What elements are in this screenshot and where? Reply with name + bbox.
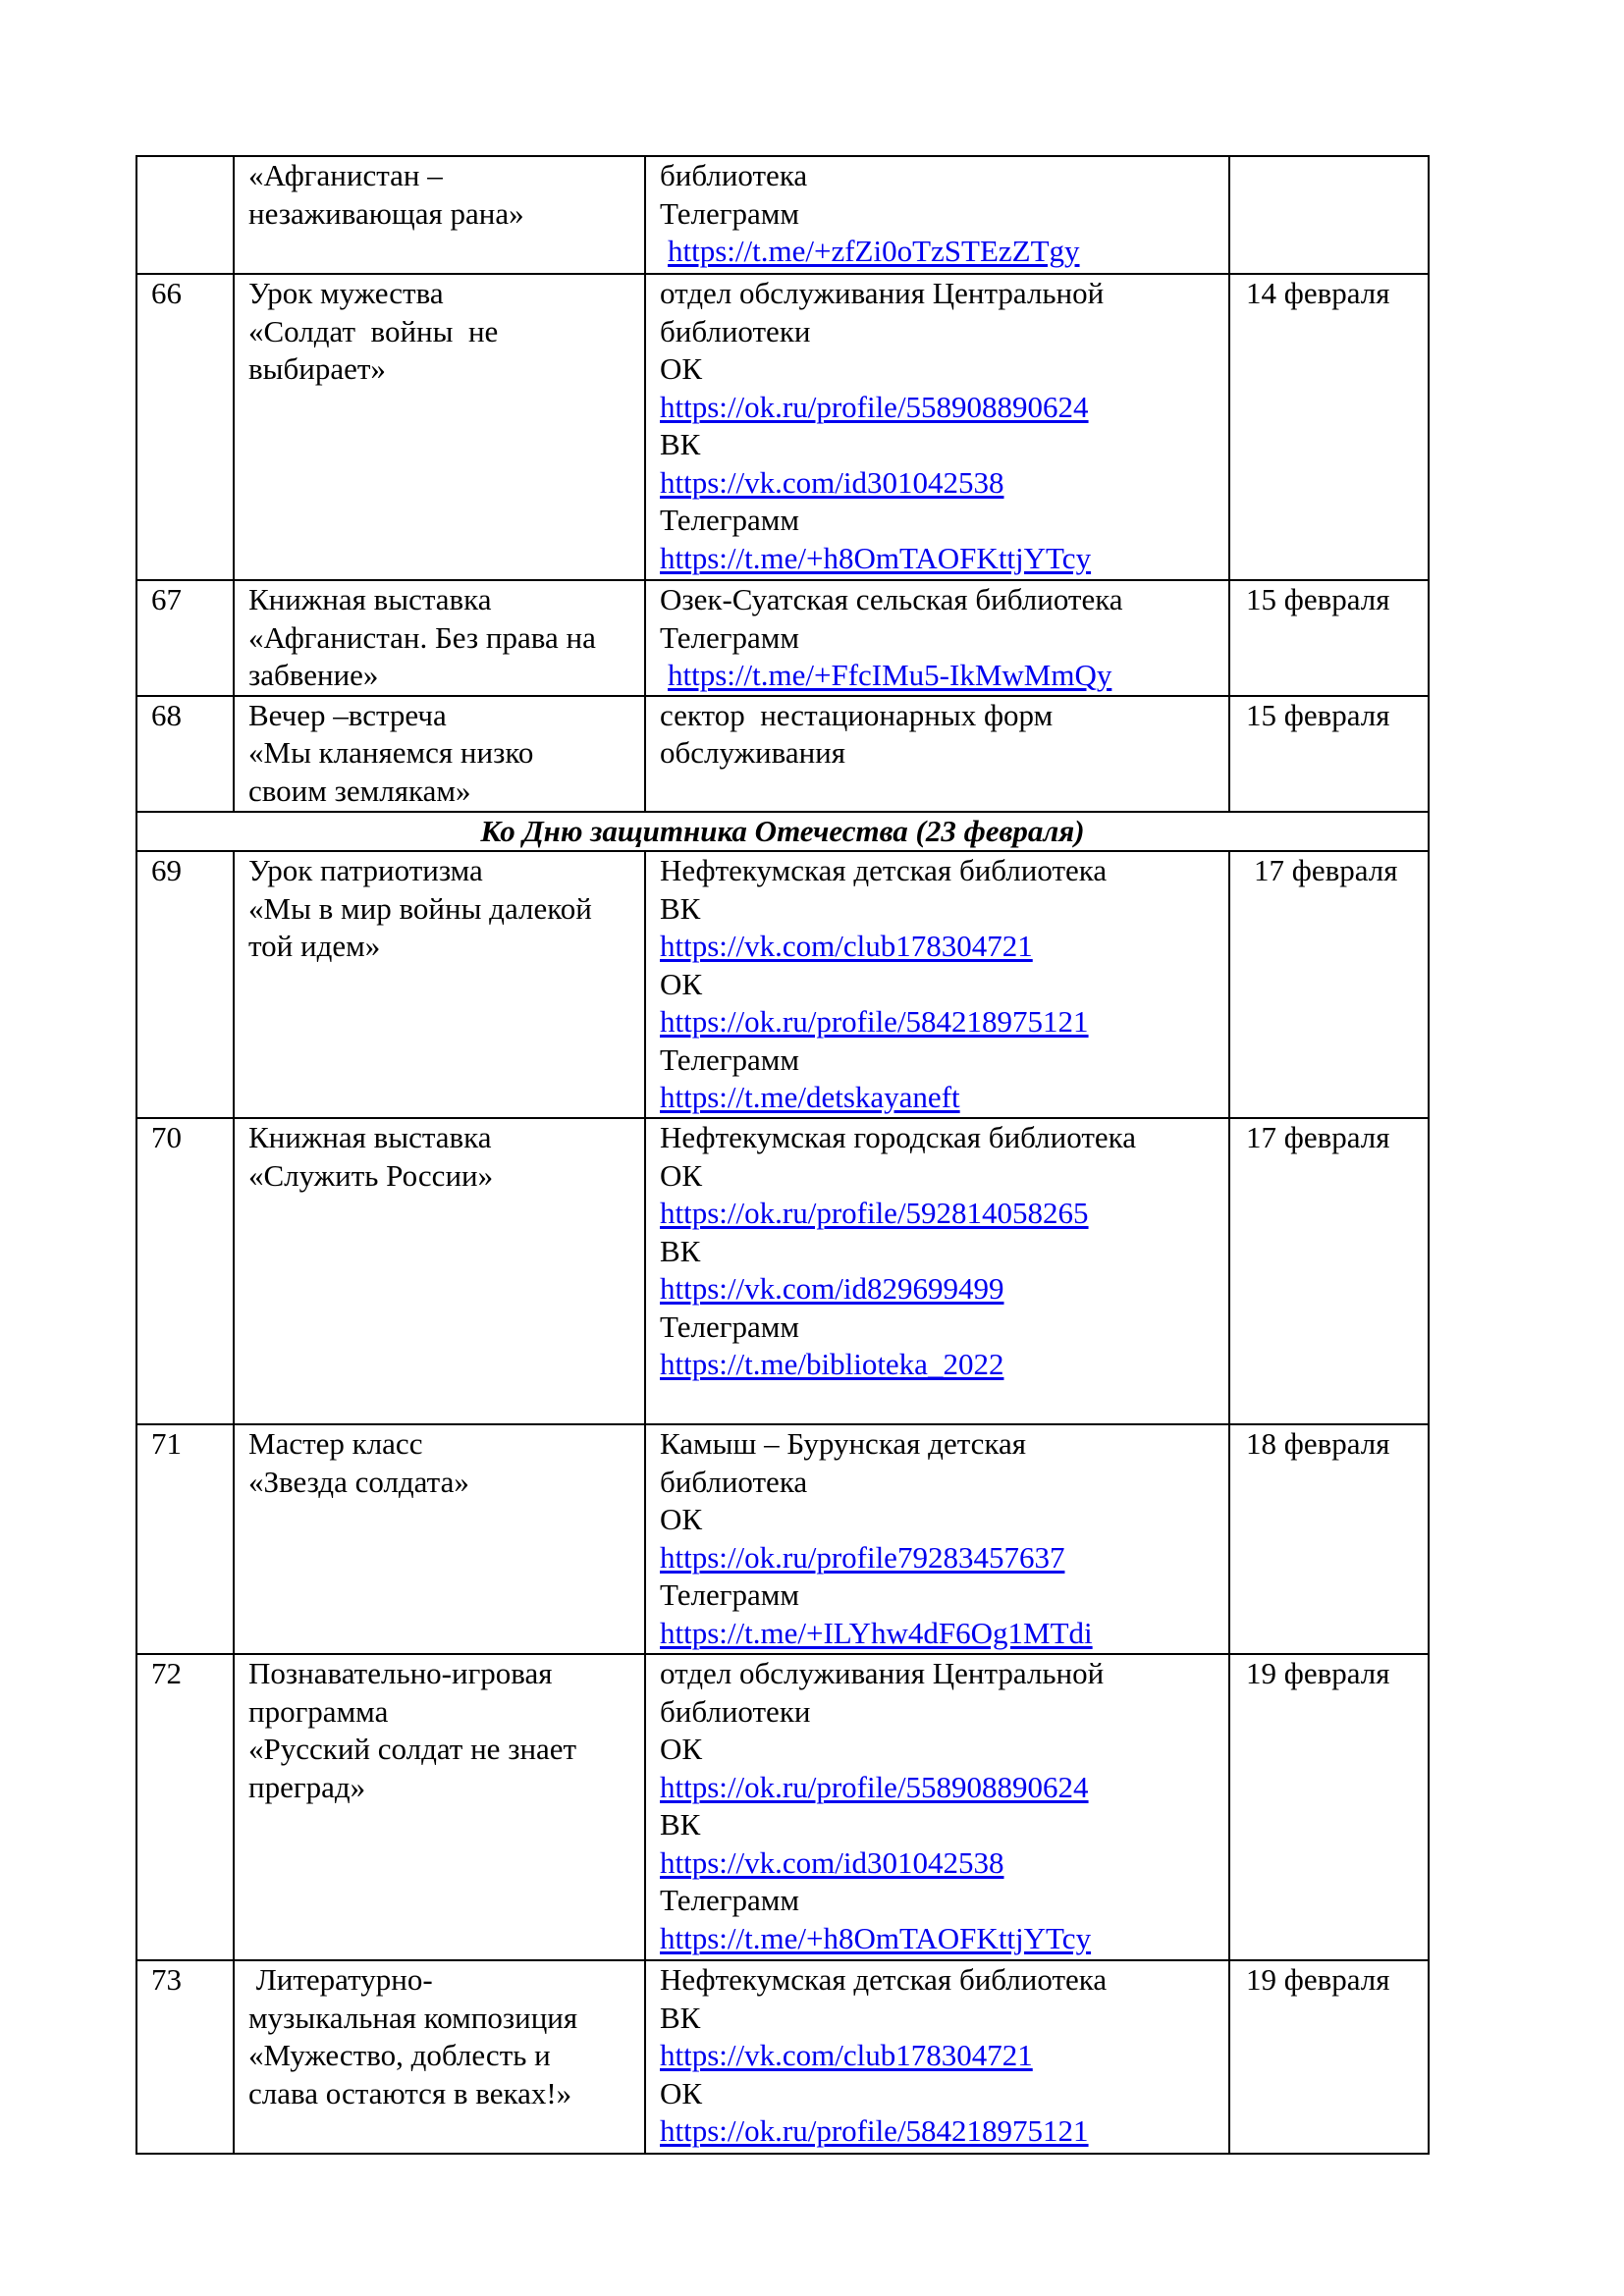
- events-table-body: [136, 156, 1429, 2154]
- social-link[interactable]: https://t.me/biblioteka_2022: [660, 1347, 1004, 1381]
- events-table: [135, 155, 1430, 2155]
- section-heading: Ко Дню защитника Отечества (23 февраля): [136, 812, 1429, 852]
- venue-line: Телеграмм: [660, 1308, 799, 1344]
- venue-line: ВК: [660, 890, 701, 926]
- event-date-cell: [1229, 696, 1429, 812]
- event-title-line: Книжная выставка: [248, 1120, 492, 1154]
- social-link[interactable]: https://vk.com/club178304721: [660, 929, 1033, 963]
- venue-line: ВК: [660, 2000, 701, 2035]
- event-title-cell: [234, 696, 645, 812]
- event-title-line: «Афганистан –: [248, 158, 443, 192]
- event-title-cell: [234, 1960, 645, 2154]
- social-link[interactable]: https://t.me/detskayaneft: [660, 1080, 960, 1114]
- event-title-line: слава остаются в веках!»: [248, 2075, 572, 2110]
- event-date-cell: [1229, 156, 1429, 274]
- event-title-line: преград»: [248, 1769, 366, 1804]
- row-number: 71: [136, 1424, 234, 1654]
- event-title-line: «Мы кланяемся низко: [248, 735, 534, 770]
- event-title-line: «Солдат войны не: [248, 313, 499, 348]
- row-number: [136, 156, 234, 274]
- event-title-line: своим землякам»: [248, 773, 471, 808]
- table-row: [136, 1960, 1429, 2154]
- venue-line: ОК: [660, 351, 703, 386]
- event-date: 17 февраля: [1246, 1120, 1390, 1154]
- event-date: 14 февраля: [1246, 276, 1390, 310]
- event-title-line: Урок патриотизма: [248, 853, 483, 887]
- social-link[interactable]: https://t.me/+zfZi0oTzSTEzZTgy: [668, 234, 1080, 268]
- venue-line: Телеграмм: [660, 1041, 799, 1077]
- venue-line: Камыш – Бурунская детская: [660, 1426, 1026, 1461]
- social-link[interactable]: https://ok.ru/profile79283457637: [660, 1539, 1065, 1575]
- event-title-cell: [234, 851, 645, 1118]
- venue-line: ОК: [660, 1502, 703, 1536]
- venue-line: Телеграмм: [660, 503, 799, 537]
- venue-line: ВК: [660, 427, 701, 461]
- venue-cell: [645, 156, 1229, 274]
- table-row: [136, 696, 1429, 812]
- event-title-cell: [234, 274, 645, 580]
- social-link[interactable]: https://t.me/+h8OmTAOFKttjYTcy: [660, 540, 1092, 575]
- venue-line: Нефтекумская детская библиотека: [660, 853, 1108, 887]
- venue-line: библиотеки: [660, 313, 811, 348]
- row-number: 69: [136, 851, 234, 1118]
- venue-line: ОК: [660, 2075, 703, 2110]
- event-date-cell: [1229, 1118, 1429, 1424]
- event-date-cell: [1229, 851, 1429, 1118]
- row-number: 70: [136, 1118, 234, 1424]
- social-link[interactable]: https://t.me/+ILYhw4dF6Og1MTdi: [660, 1615, 1093, 1650]
- event-title-line: Литературно-: [248, 1962, 433, 1997]
- event-title-line: Урок мужества: [248, 276, 444, 310]
- table-row: [136, 580, 1429, 696]
- event-title-line: музыкальная композиция: [248, 2000, 578, 2035]
- venue-line: ВК: [660, 1233, 701, 1268]
- table-row: [136, 1118, 1429, 1424]
- row-number: 66: [136, 274, 234, 580]
- section-row: [136, 812, 1429, 852]
- event-title-line: Познавательно-игровая: [248, 1656, 553, 1690]
- social-link[interactable]: https://ok.ru/profile/558908890624: [660, 1769, 1089, 1804]
- social-link[interactable]: https://ok.ru/profile/584218975121: [660, 2113, 1089, 2148]
- venue-line: ОК: [660, 966, 703, 1001]
- social-link[interactable]: https://t.me/+h8OmTAOFKttjYTcy: [660, 1920, 1092, 1955]
- event-title-line: Вечер –встреча: [248, 697, 447, 732]
- venue-line: обслуживания: [660, 735, 846, 770]
- table-row: [136, 1424, 1429, 1654]
- event-title-cell: [234, 1118, 645, 1424]
- venue-line: ВК: [660, 1807, 701, 1842]
- row-number: 68: [136, 696, 234, 812]
- event-title-line: той идем»: [248, 929, 381, 963]
- venue-line: библиотека: [660, 158, 808, 192]
- event-title-line: забвение»: [248, 658, 379, 692]
- venue-line: ОК: [660, 1157, 703, 1193]
- event-title-line: «Мужество, доблесть и: [248, 2038, 551, 2072]
- venue-line: отдел обслуживания Центральной: [660, 276, 1105, 310]
- venue-line: Телеграмм: [660, 195, 799, 231]
- event-date-cell: [1229, 1424, 1429, 1654]
- venue-cell: [645, 580, 1229, 696]
- row-number: 72: [136, 1654, 234, 1960]
- event-title-cell: [234, 580, 645, 696]
- event-date-cell: [1229, 580, 1429, 696]
- event-date: 17 февраля: [1254, 853, 1398, 887]
- social-link[interactable]: https://vk.com/id301042538: [660, 1844, 1004, 1880]
- table-row: [136, 851, 1429, 1118]
- event-date-cell: [1229, 1960, 1429, 2154]
- event-title-line: незаживающая рана»: [248, 195, 524, 231]
- event-date: 18 февраля: [1246, 1426, 1390, 1461]
- social-link[interactable]: https://vk.com/id301042538: [660, 464, 1004, 500]
- event-date: 19 февраля: [1246, 1962, 1390, 1997]
- venue-line: Нефтекумская детская библиотека: [660, 1962, 1108, 1997]
- event-title-cell: [234, 156, 645, 274]
- event-title-line: программа: [248, 1693, 389, 1729]
- event-title-line: «Звезда солдата»: [248, 1464, 469, 1499]
- venue-cell: [645, 851, 1229, 1118]
- event-title-cell: [234, 1424, 645, 1654]
- event-title-line: Книжная выставка: [248, 582, 492, 616]
- venue-line: Озек-Суатская сельская библиотека: [660, 582, 1123, 616]
- venue-line: Телеграмм: [660, 1883, 799, 1917]
- venue-line: библиотека: [660, 1464, 808, 1499]
- social-link[interactable]: https://vk.com/id829699499: [660, 1271, 1004, 1306]
- event-title-line: «Служить России»: [248, 1157, 494, 1193]
- venue-line: Телеграмм: [660, 619, 799, 655]
- event-title-cell: [234, 1654, 645, 1960]
- venue-line: сектор нестационарных форм: [660, 697, 1054, 732]
- venue-cell: [645, 1654, 1229, 1960]
- social-link[interactable]: https://t.me/+FfcIMu5-IkMwMmQy: [668, 658, 1112, 692]
- social-link[interactable]: https://ok.ru/profile/592814058265: [660, 1196, 1089, 1230]
- venue-line: отдел обслуживания Центральной: [660, 1656, 1105, 1690]
- social-link[interactable]: https://ok.ru/profile/558908890624: [660, 389, 1089, 424]
- event-date: 19 февраля: [1246, 1656, 1390, 1690]
- venue-cell: [645, 1118, 1229, 1424]
- venue-line: Телеграмм: [660, 1577, 799, 1612]
- event-date-cell: [1229, 1654, 1429, 1960]
- event-title-line: Мастер класс: [248, 1426, 423, 1461]
- row-number: 73: [136, 1960, 234, 2154]
- table-row: [136, 1654, 1429, 1960]
- event-date: 15 февраля: [1246, 697, 1390, 732]
- row-number: 67: [136, 580, 234, 696]
- event-title-line: «Мы в мир войны далекой: [248, 890, 592, 926]
- event-title-line: «Русский солдат не знает: [248, 1732, 577, 1766]
- event-date-cell: [1229, 274, 1429, 580]
- social-link[interactable]: https://vk.com/club178304721: [660, 2038, 1033, 2072]
- venue-line: Нефтекумская городская библиотека: [660, 1120, 1136, 1154]
- venue-line: библиотеки: [660, 1693, 811, 1729]
- social-link[interactable]: https://ok.ru/profile/584218975121: [660, 1004, 1089, 1039]
- venue-cell: [645, 696, 1229, 812]
- venue-cell: [645, 274, 1229, 580]
- venue-cell: [645, 1424, 1229, 1654]
- event-title-line: выбирает»: [248, 351, 386, 386]
- table-row: [136, 156, 1429, 274]
- venue-line: ОК: [660, 1732, 703, 1766]
- venue-cell: [645, 1960, 1229, 2154]
- event-title-line: «Афганистан. Без права на: [248, 619, 596, 655]
- event-date: 15 февраля: [1246, 582, 1390, 616]
- table-row: [136, 274, 1429, 580]
